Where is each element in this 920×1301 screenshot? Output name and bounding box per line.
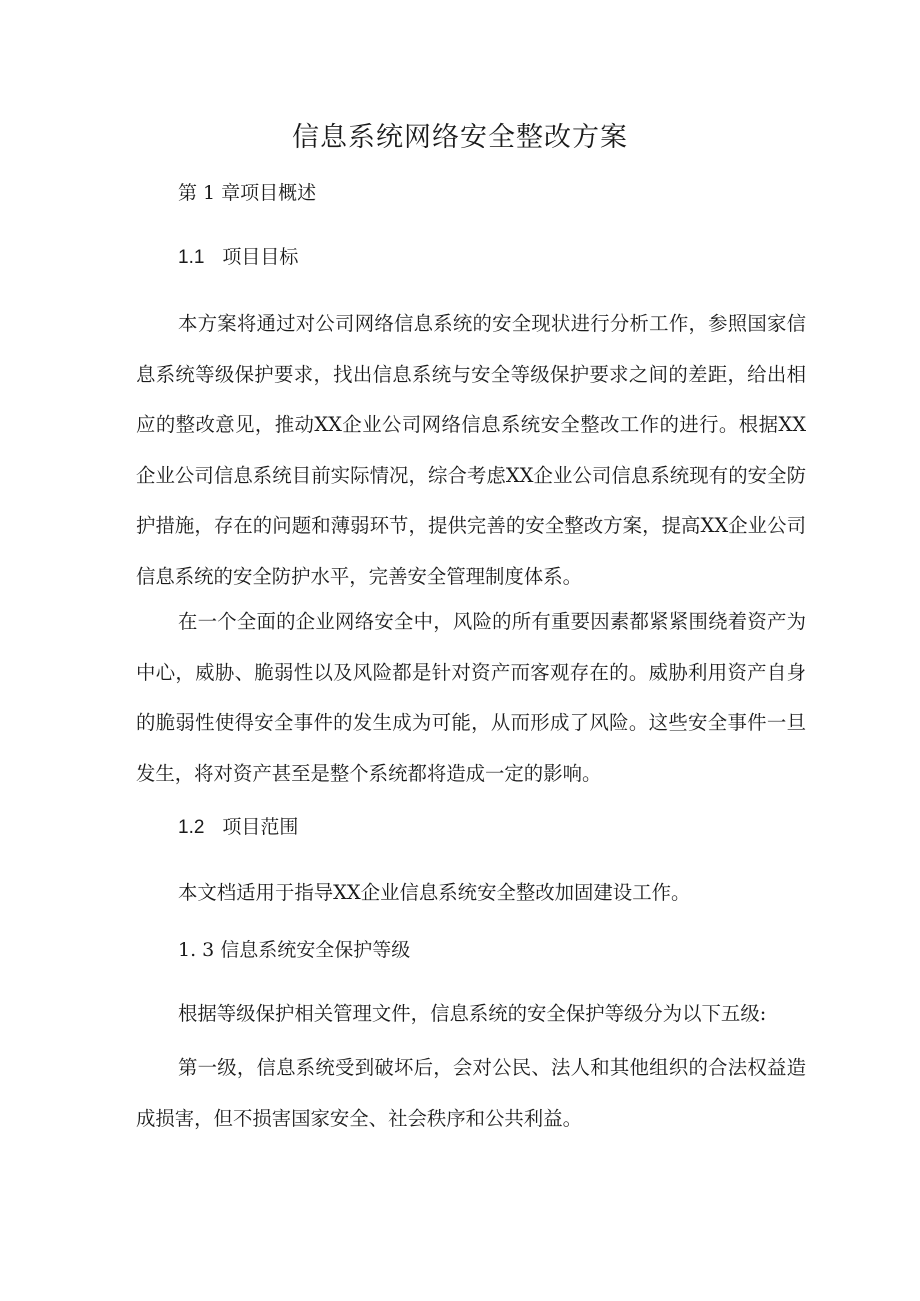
section-heading-1-2 <box>178 812 298 843</box>
document-title: 信息系统网络安全整改方案 <box>292 122 628 153</box>
section-heading-1-3: 1. 3 信息系统安全保护等级 <box>178 939 411 961</box>
paragraph-scope: 本文档适用于指导XX企业信息系统安全整改加固建设工作。 <box>178 881 691 904</box>
chapter-heading: 第 1 章项目概述 <box>178 182 317 204</box>
section-number: 1.1 <box>178 247 205 268</box>
paragraph-project-goal: 本方案将通过对公司网络信息系统的安全现状进行分析工作，参照国家信息系统等级保护要求，找出信息系统与安全等级保护要求之间的差距，给出相应的整改意见，推动XX企业公司网络信息系统安全整改工作的进行。根据XX企业公司信息系统目前实际情况，综合考虑XX企业公司信息系统现有的安全防护措施，存在的问题和薄弱环节，提供完善的安全整改方案，提高XX企业公司信息系统的安全防护水平，完善安全管理制度体系。 <box>136 312 806 588</box>
section-heading-1-1 <box>178 242 298 273</box>
paragraph-risk: 在一个全面的企业网络安全中，风险的所有重要因素都紧紧围绕着资产为中心，威胁、脆弱性以及风险都是针对资产而客观存在的。威胁利用资产自身的脆弱性使得安全事件的发生成为可能，从而形成了风险。这些安全事件一旦发生，将对资产甚至是整个系统都将造成一定的影响。 <box>136 610 806 785</box>
paragraph-levels-intro: 根据等级保护相关管理文件，信息系统的安全保护等级分为以下五级: <box>178 1002 767 1025</box>
paragraph-level-one: 第一级，信息系统受到破坏后，会对公民、法人和其他组织的合法权益造成损害，但不损害国家安全、社会秩序和公共利益。 <box>136 1056 806 1130</box>
section-title: 项目目标 <box>222 246 299 268</box>
section-number: 1.2 <box>178 817 205 838</box>
section-title: 项目范围 <box>222 816 299 838</box>
